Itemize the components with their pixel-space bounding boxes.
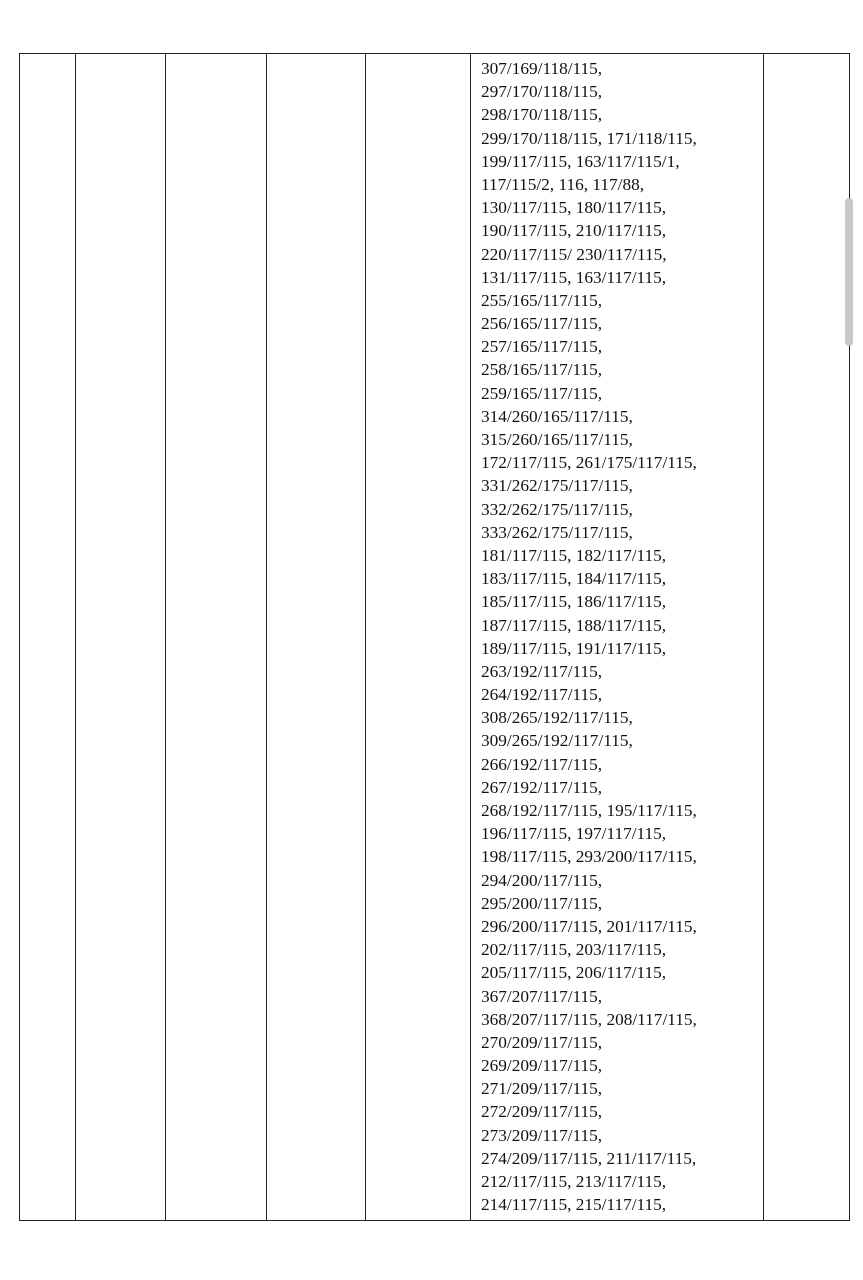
parcel-number-list [471, 54, 763, 1216]
parcel-line: 189/117/115, 191/117/115, [481, 638, 667, 658]
parcel-line: 117/115/2, 116, 117/88, [481, 174, 645, 194]
parcel-line: 295/200/117/115, [481, 893, 603, 913]
parcel-line: 299/170/118/115, 171/118/115, [481, 128, 697, 148]
parcel-line: 264/192/117/115, [481, 685, 603, 705]
parcel-line: 205/117/115, 206/117/115, [481, 963, 667, 983]
parcel-line: 185/117/115, 186/117/115, [481, 592, 667, 612]
parcel-line: 332/262/175/117/115, [481, 499, 633, 519]
parcel-line: 258/165/117/115, [481, 360, 603, 380]
parcel-line: 220/117/115/ 230/117/115, [481, 244, 667, 264]
parcel-line: 296/200/117/115, 201/117/115, [481, 916, 697, 936]
parcel-line: 298/170/118/115, [481, 105, 603, 125]
parcel-line: 308/265/192/117/115, [481, 708, 633, 728]
parcel-line: 315/260/165/117/115, [481, 430, 633, 449]
parcel-line: 269/209/117/115, [481, 1056, 603, 1076]
parcel-line: 267/192/117/115, [481, 777, 603, 797]
parcel-line: 273/209/117/115, [481, 1125, 603, 1145]
parcel-line: 367/207/117/115, [481, 986, 603, 1006]
parcel-line: 257/165/117/115, [481, 337, 603, 357]
table-cell-col-7 [764, 54, 850, 1221]
parcel-line: 130/117/115, 180/117/115, [481, 198, 667, 218]
parcel-line: 181/117/115, 182/117/115, [481, 545, 667, 565]
parcel-line: 271/209/117/115, [481, 1079, 603, 1099]
parcel-line: 268/192/117/115, 195/117/115, [481, 801, 697, 820]
parcel-line: 199/117/115, 163/117/115/1, [481, 151, 680, 171]
parcel-line: 196/117/115, 197/117/115, [481, 824, 667, 844]
parcel-line: 272/209/117/115, [481, 1102, 603, 1122]
parcel-line: 314/260/165/117/115, [481, 406, 633, 426]
parcel-line: 309/265/192/117/115, [481, 731, 633, 751]
parcel-line: 198/117/115, 293/200/117/115, [481, 847, 697, 867]
parcel-line: 331/262/175/117/115, [481, 476, 633, 496]
parcel-line: 297/170/118/115, [481, 82, 603, 102]
parcel-line: 187/117/115, 188/117/115, [481, 615, 667, 635]
parcel-line: 274/209/117/115, 211/117/115, [481, 1148, 697, 1168]
parcel-line: 333/262/175/117/115, [481, 522, 633, 542]
parcel-line: 256/165/117/115, [481, 314, 603, 334]
parcel-line: 368/207/117/115, 208/117/115, [481, 1009, 697, 1029]
table-cell-col-5 [366, 54, 471, 1221]
parcel-line: 307/169/118/115, [481, 59, 603, 78]
parcel-line: 190/117/115, 210/117/115, [481, 221, 667, 241]
parcel-line: 259/165/117/115, [481, 383, 603, 403]
table-cell-col-3 [166, 54, 267, 1221]
vertical-scrollbar-thumb[interactable] [845, 198, 853, 346]
table-cell-col-1 [20, 54, 76, 1221]
parcel-line: 212/117/115, 213/117/115, [481, 1172, 667, 1191]
document-table [19, 53, 850, 1221]
parcel-line: 294/200/117/115, [481, 870, 603, 890]
parcel-line: 214/117/115, 215/117/115, [481, 1195, 667, 1215]
parcel-line: 263/192/117/115, [481, 661, 603, 681]
parcel-line: 266/192/117/115, [481, 754, 603, 774]
parcel-line: 131/117/115, 163/117/115, [481, 267, 667, 287]
table-cell-col-4 [267, 54, 366, 1221]
parcel-line: 202/117/115, 203/117/115, [481, 940, 667, 960]
table-row [20, 54, 850, 1221]
table-cell-parcel-numbers [471, 54, 764, 1221]
parcel-line: 183/117/115, 184/117/115, [481, 569, 667, 589]
parcel-line: 270/209/117/115, [481, 1032, 603, 1052]
parcel-line: 172/117/115, 261/175/117/115, [481, 453, 697, 473]
table-cell-col-2 [76, 54, 166, 1221]
parcel-line: 255/165/117/115, [481, 290, 603, 310]
